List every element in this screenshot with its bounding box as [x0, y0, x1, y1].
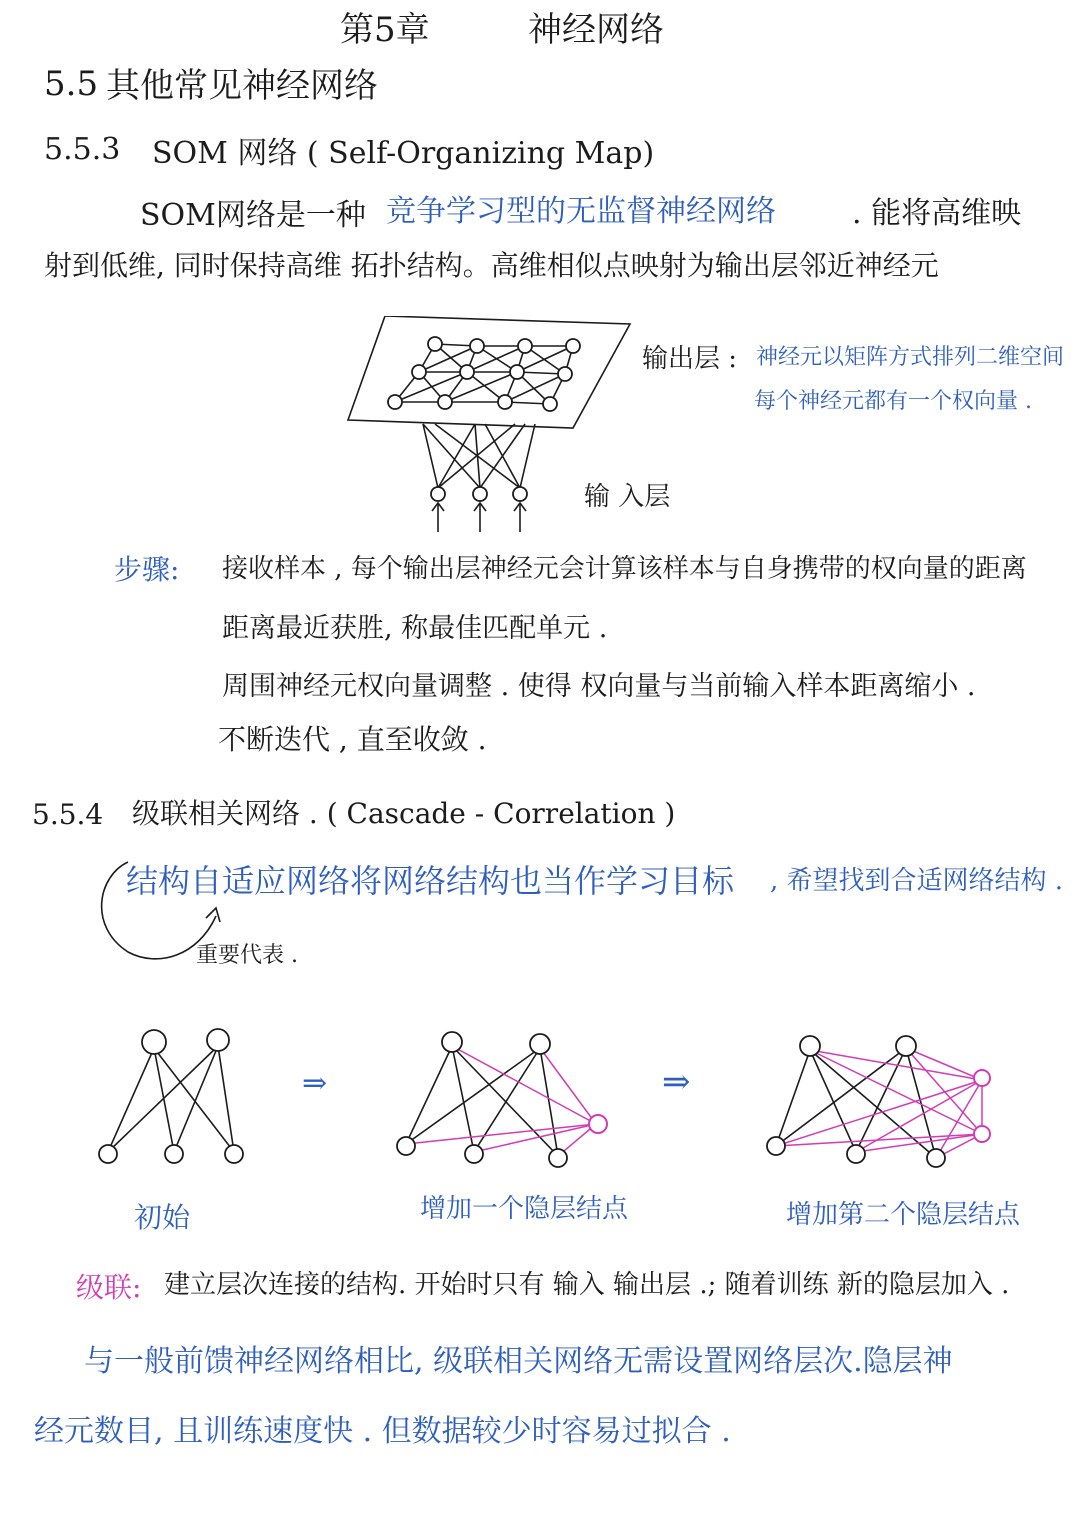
stage-arrow-2: ⇒	[662, 1062, 691, 1102]
cascade-blue-line-a: 结构自适应网络将网络结构也当作学习目标	[126, 862, 735, 900]
stage-label-initial: 初始	[134, 1201, 191, 1234]
step-4: 不断迭代 , 直至收敛 .	[218, 723, 487, 756]
stage-label-two-hidden: 增加第二个隐层结点	[786, 1200, 1021, 1230]
cascade-heading-number: 5.5.4	[32, 798, 104, 831]
som-intro-suffix: . 能将高维映	[852, 196, 1022, 231]
network-two-hidden	[762, 1030, 1002, 1180]
representative-label: 重要代表 .	[196, 943, 298, 968]
som-intro-line2: 射到低维, 同时保持高维 拓扑结构。高维相似点映射为输出层邻近神经元	[44, 249, 939, 282]
chapter-number: 第5章	[340, 10, 430, 50]
output-layer-label: 输出层 :	[642, 344, 738, 374]
som-input-neurons	[431, 487, 527, 501]
step-2: 距离最近获胜, 称最佳匹配单元 .	[222, 613, 608, 644]
som-intro-prefix: SOM网络是一种	[140, 198, 366, 233]
compare-line-1: 与一般前馈神经网络相比, 级联相关网络无需设置网络层次.隐层神	[84, 1344, 953, 1379]
som-input-links	[423, 424, 535, 488]
section-title: 其他常见神经网络	[106, 66, 378, 106]
som-heading-number: 5.5.3	[44, 132, 121, 167]
output-layer-note-1: 神经元以矩阵方式排列二维空间	[756, 345, 1065, 370]
stage-label-one-hidden: 增加一个隐层结点	[420, 1194, 629, 1224]
cascade-def-text: 建立层次连接的结构. 开始时只有 输入 输出层 .; 随着训练 新的隐层加入 .	[164, 1270, 1010, 1300]
step-3: 周围神经元权向量调整 . 使得 权向量与当前输入样本距离缩小 .	[222, 671, 976, 702]
cascade-def-label: 级联:	[76, 1271, 142, 1304]
input-layer-label: 输 入层	[584, 482, 671, 512]
som-heading-title: SOM 网络 ( Self-Organizing Map)	[152, 136, 655, 171]
stage-arrow-1: ⇒	[302, 1066, 328, 1101]
cascade-heading-title: 级联相关网络 . ( Cascade - Correlation )	[132, 797, 676, 830]
chapter-title: 神经网络	[528, 10, 664, 50]
steps-label: 步骤:	[114, 553, 180, 586]
cascade-blue-line-b: , 希望找到合适网络结构 .	[770, 866, 1064, 896]
som-input-arrows	[432, 503, 526, 532]
output-layer-note-2: 每个神经元都有一个权向量 .	[754, 389, 1032, 414]
som-intro-highlight: 竞争学习型的无监督神经网络	[386, 194, 776, 229]
network-one-hidden	[390, 1024, 620, 1174]
compare-line-2: 经元数目, 且训练速度快 . 但数据较少时容易过拟合 .	[34, 1414, 731, 1449]
network-initial	[92, 1020, 252, 1170]
step-1: 接收样本 , 每个输出层神经元会计算该样本与自身携带的权向量的距离	[222, 554, 1027, 584]
section-number: 5.5	[44, 64, 99, 104]
